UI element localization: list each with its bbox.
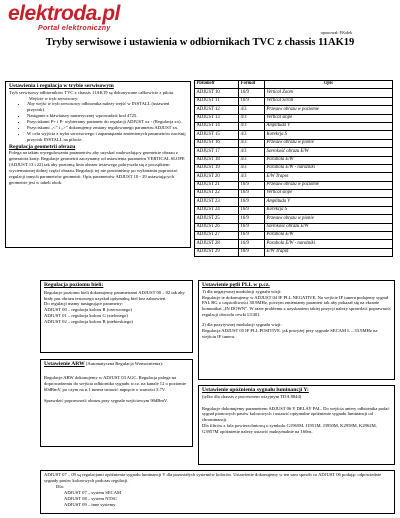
- table-row: [195, 248, 393, 256]
- description-cell: Parabola E/W - narożniki: [265, 240, 393, 248]
- description-cell: Przesuw obrazu w pionie: [265, 139, 393, 147]
- description-cell: Amplituda V: [265, 122, 393, 130]
- description-cell: Korekcja S: [265, 131, 393, 139]
- description-cell: Szerokość obrazu E/W: [265, 148, 393, 156]
- delay-p1: Regulacje dokonujemy parametrem ADJUST 06 Y DELAY PAL. Do wejścia antery odbiornika podać sygnał pionowych pasów kolorowych i ustawić optymalne opóźnienie sygnału luminancji od chrominancji.: [202, 405, 390, 423]
- footer-dla: Dla:: [56, 483, 64, 489]
- description-cell: E/W Trapez: [265, 173, 393, 181]
- format-cell: 4/3: [239, 131, 265, 139]
- table-row: [195, 173, 393, 181]
- white-level-box: [40, 280, 193, 353]
- param-cell: ADJUST 11: [195, 97, 239, 105]
- description-cell: E/W Trapez: [265, 248, 393, 256]
- service-step: • Przyciskami P+ i P- wybieramy parametr do regulacji ADJUST xx - (Regulacja xx).: [27, 119, 187, 125]
- arw-p1: Regulacje ARW dokonujemy w ADJUST 03 AGC. Regulacja polega na doprowadzeniu do wejścia odbiornika sygnału w.cz. na kanale 12 o poziomie 60dBmV, po czym na n.1 tunera ustawić napięcie o wartości 3.7V.: [44, 374, 187, 392]
- footer-item: ADJUST 08 – system NTSC: [64, 495, 118, 501]
- service-step: • Przyciskami „<” i „>” dokonujemy zmiany regulowanego parametru ADJUST xx.: [27, 125, 187, 131]
- service-mode-box: [5, 81, 191, 248]
- table-row: [195, 164, 393, 172]
- param-cell: ADJUST 20: [195, 173, 239, 181]
- format-cell: 4/3: [239, 148, 265, 156]
- table-header-row: [195, 81, 393, 89]
- description-cell: Przesuw obrazu w poziomie: [265, 106, 393, 114]
- delay-p2: Dla filtrów z fala powierzchniową o symbolu G1965M, J1951M, J3950M, K2958M, K2962M, G3957M opóźnienie należy ustawić maksymalnie na 160ns.: [202, 423, 377, 435]
- format-cell: 4/3: [239, 139, 265, 147]
- table-row: [195, 232, 393, 240]
- pll-box: [198, 280, 395, 380]
- delay-heading-rest: (tylko dla chassis z procesorem wizyjnym TDA 8844): [202, 393, 302, 399]
- format-cell: 16/9: [239, 223, 265, 231]
- table-row: [195, 148, 393, 156]
- table-row: [195, 89, 393, 97]
- param-cell: ADJUST 19: [195, 164, 239, 172]
- description-cell: Vertical Scroll: [265, 97, 393, 105]
- format-cell: 16/9: [239, 240, 265, 248]
- param-cell: ADJUST 17: [195, 148, 239, 156]
- param-cell: ADJUST 10: [195, 89, 239, 97]
- param-cell: ADJUST 25: [195, 215, 239, 223]
- format-cell: 4/3: [239, 122, 265, 130]
- table-row: [195, 223, 393, 231]
- format-cell: 16/9: [239, 215, 265, 223]
- format-cell: 16/9: [239, 89, 265, 97]
- table-row: [195, 122, 393, 130]
- param-cell: ADJUST 18: [195, 156, 239, 164]
- pll-heading: Ustawienie pętli PLL w p.cz.: [202, 282, 270, 288]
- pll-p4: Regulacja ADJUST 05 IF PLL POSITIVE. jak powyżej przy sygnale SECAM L – 33.9MHz na wejściu IF tunera.: [202, 328, 378, 339]
- format-cell: 16/9: [239, 198, 265, 206]
- white-item: ADJUST 02 – regulacja koloru B (niebieskiego): [44, 319, 133, 325]
- pll-p3: 2) dla pozytywnej modulacji sygnału wizji:: [202, 322, 282, 328]
- param-cell: ADJUST 28: [195, 240, 239, 248]
- table-row: [195, 181, 393, 189]
- param-cell: ADJUST 13: [195, 114, 239, 122]
- description-cell: Parabola E/W - narożniki: [265, 164, 393, 172]
- arw-heading-rest: (Automatyczna Regulacja Wzmocnienia):: [85, 361, 164, 366]
- table-row: [195, 97, 393, 105]
- column-header: Parametr: [195, 81, 239, 89]
- column-header: Opis: [265, 81, 393, 89]
- white-text: Regulacje poziomu bieli dokonujemy parametrami ADJUST 00 – 02 tak aby biały pas obrazu testowego uzyskał optymalną biel bez zabarwień.: [44, 289, 185, 301]
- footer-item: ADJUST 09 – inne systemy: [64, 501, 116, 507]
- delay-heading: Ustawienie opóźnienia sygnału luminancji Y:: [202, 387, 309, 393]
- param-cell: ADJUST 22: [195, 190, 239, 198]
- param-cell: ADJUST 14: [195, 122, 239, 130]
- description-cell: Amplituda V: [265, 198, 393, 206]
- format-cell: 16/9: [239, 97, 265, 105]
- format-cell: 4/3: [239, 164, 265, 172]
- table-row: [195, 106, 393, 114]
- table-body: [195, 89, 393, 257]
- description-cell: Przesuw obrazu w poziomie: [265, 181, 393, 189]
- service-step: • Następnie z klawiatury numerycznej wprowadzić kod 4725.: [27, 113, 187, 119]
- table-row: [195, 114, 393, 122]
- format-cell: 16/9: [239, 206, 265, 214]
- format-cell: 16/9: [239, 190, 265, 198]
- description-cell: Przesuw obrazu w pionie: [265, 215, 393, 223]
- format-cell: 16/9: [239, 248, 265, 256]
- footer-box: [40, 470, 395, 514]
- service-steps: [9, 101, 187, 142]
- service-step: • Aby wejść w tryb serwisowy odbiornika należy wejść w INSTALL (ustawień przycisk).: [27, 101, 187, 113]
- white-list-title: Do regulacji mamy następujące parametry:: [44, 301, 124, 307]
- table-row: [195, 198, 393, 206]
- table-row: [195, 240, 393, 248]
- service-heading: Ustawienia i regulacja w trybie serwisowym: [9, 83, 114, 89]
- description-cell: Vertical slope: [265, 190, 393, 198]
- format-cell: 16/9: [239, 181, 265, 189]
- author-credit: opracował: P.Kołek: [320, 30, 352, 35]
- param-cell: ADJUST 23: [195, 198, 239, 206]
- param-cell: ADJUST 21: [195, 181, 239, 189]
- description-cell: Korekcja S: [265, 206, 393, 214]
- format-cell: 4/3: [239, 173, 265, 181]
- table-row: [195, 215, 393, 223]
- white-item: ADJUST 01 – regulacja koloru G (zielonego): [44, 313, 128, 319]
- table-row: [195, 190, 393, 198]
- table-row: [195, 139, 393, 147]
- param-cell: ADJUST 26: [195, 223, 239, 231]
- arw-box: [40, 359, 193, 447]
- arw-p2: Sprawdzić poprawność obrazu przy sygnale wejściowym 90dBmV.: [44, 397, 168, 403]
- geometry-heading: Regulacja geometrii obrazu: [9, 143, 76, 150]
- service-intro: Tryb serwisowy odbiorników TVC z chassis 11AK19 są dokonywane całkowicie z pilota.: [9, 89, 175, 95]
- description-cell: Szerokość obrazu E/W: [265, 223, 393, 231]
- param-cell: ADJUST 12: [195, 106, 239, 114]
- pll-p1: 1) dla negatywnej modulacji sygnału wizji:: [202, 288, 282, 294]
- param-cell: ADJUST 16: [195, 139, 239, 147]
- format-cell: 16/9: [239, 232, 265, 240]
- format-cell: 4/3: [239, 106, 265, 114]
- format-cell: 4/3: [239, 156, 265, 164]
- table-row: [195, 131, 393, 139]
- service-entry: Wejście w tryb serwisowy:: [29, 95, 79, 101]
- param-cell: ADJUST 24: [195, 206, 239, 214]
- arw-heading: Ustawienie ARW: [44, 361, 85, 367]
- description-cell: Vertical slope: [265, 114, 393, 122]
- description-cell: Parabola E/W: [265, 156, 393, 164]
- param-cell: ADJUST 29: [195, 248, 239, 256]
- white-item: ADJUST 00 – regulacja koloru R (czerwonego): [44, 307, 132, 313]
- adjust-parameter-table: [194, 80, 393, 257]
- site-logo: elektroda.pl: [8, 2, 120, 25]
- param-cell: ADJUST 15: [195, 131, 239, 139]
- luminance-delay-box: [198, 385, 395, 465]
- service-step: • W celu wyjścia z trybu serwisowego i zapamiętania zmienionych parametrów naciśnij przycisk INSTALL na pilocie.: [27, 131, 187, 143]
- footer-item: ADJUST 07 – system SECAM: [64, 489, 122, 495]
- geometry-text: Polega na takim wyregulowaniu parametrów aby uzyskać nadowalający geometrie obrazu z generatora kraty. Regulacje geometrii zaczynamy od ustawienia parametru VERTICAL SLOPE (ADJUST 13 i 22) tak aby poziomą linia obrazu testowego pokrywała się z początkiem wyciemnionej dolnej części obrazu. Regulacji tej nie powinniśmy po wykonaniu poprawiać regulacji innych parametrów geometrii. Opis parametrów ADJUST 10 - 29 ustawiających geometrie jest w tabeli obok.: [9, 150, 185, 185]
- page-title: Tryby serwisowe i ustawienia w odbiornikach TVC z chassis 11AK19: [45, 37, 355, 48]
- param-cell: ADJUST 27: [195, 232, 239, 240]
- column-header: Format: [239, 81, 265, 89]
- format-cell: 4/3: [239, 114, 265, 122]
- footer-text: ADJUST 07 – 09 są regulacjami opóźnienia sygnału luminancji Y dla pozostałych systemów kolorów. Ustawienie dokonujemy w ten sam sposób co ADJUST 06 podając odpowiednie sygnały pasów kolorowych podczas regulacji.: [44, 472, 382, 483]
- site-tagline: Portal elektroniczny: [38, 25, 111, 32]
- table-row: [195, 156, 393, 164]
- description-cell: Vertical Zoom: [265, 89, 393, 97]
- white-heading: Regulacja poziomu bieli:: [44, 282, 104, 288]
- pll-p2: Regulacje te dokonujemy w ADJUST 04 IF PLL NEGATIVE. Na wejście IF tunera podajemy sygnał PAL BG o częstotliwości 38.9MHz, poczym zmieniamy parametr tak aby pokazał się na ekranie komunikat „IN DOWN”. W razie problemu z uzyskaniem takiej pozycji należy sprawdzić poprawność regulacji obwodu cewki LT401.: [202, 294, 392, 318]
- description-cell: Parabola E/W: [265, 232, 393, 240]
- table-row: [195, 206, 393, 214]
